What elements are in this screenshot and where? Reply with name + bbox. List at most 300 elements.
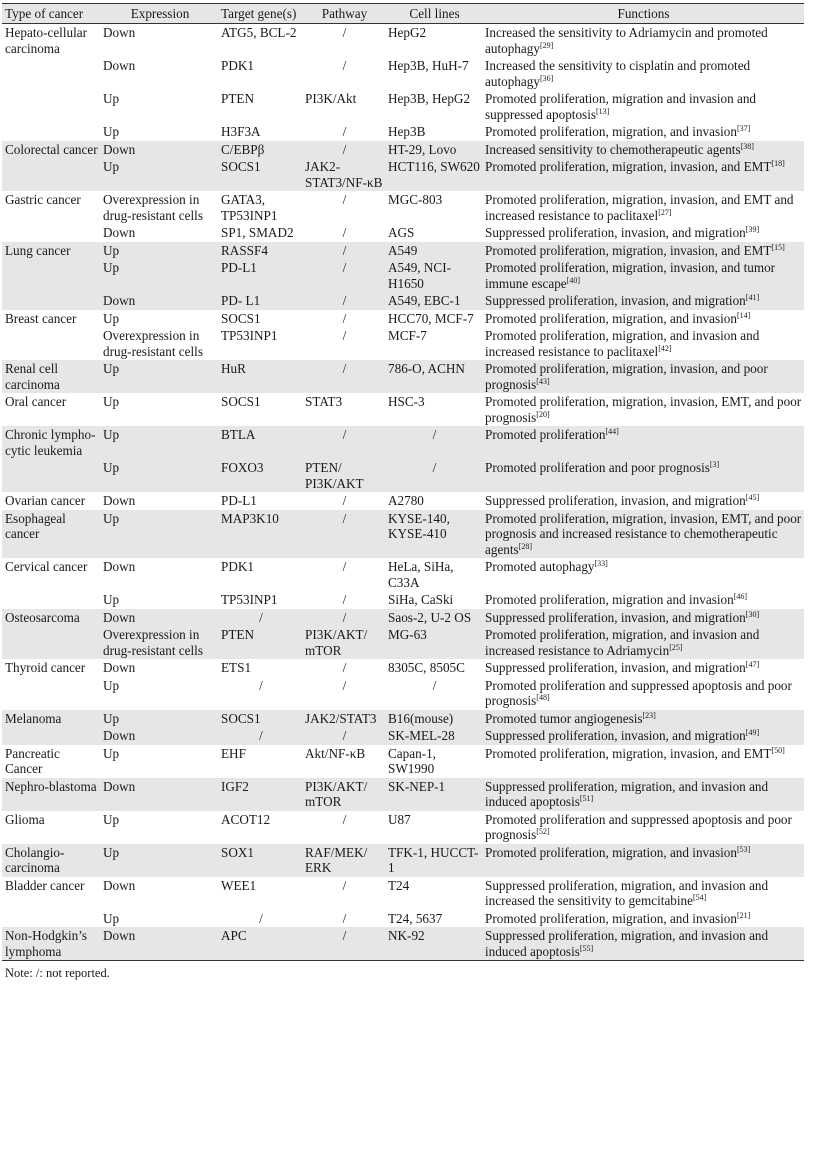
cell-target-gene: ATG5, BCL-2: [221, 25, 297, 40]
cell-cancer-type: Gastric cancer: [5, 192, 81, 207]
cell-function: [483, 677, 804, 710]
cell-cell-lines: U87: [388, 811, 411, 827]
cell-cancer-type: Chronic lympho-cytic leukemia: [5, 427, 96, 458]
function-text: Suppressed proliferation, migration, and invasion and increased the sensitivity to gemcitabine: [485, 877, 769, 908]
cell-function: [483, 393, 804, 426]
cell-target-gene: SOCS1: [221, 310, 261, 326]
cell-cancer-type: Osteosarcoma: [5, 609, 80, 625]
table-row: [2, 90, 804, 123]
cell-cell-lines: 8305C, 8505C: [388, 660, 465, 675]
header-row: [2, 4, 804, 24]
cell-cell-lines: HCT116, SW620: [388, 159, 480, 174]
cell-cell-lines: Hep3B: [388, 124, 426, 139]
cell-pathway: PI3K/AKT/ mTOR: [305, 627, 368, 658]
cell-function: [483, 626, 804, 659]
cell-function: [483, 910, 804, 928]
cell-expression: Up: [103, 91, 120, 106]
cell-expression: Down: [101, 927, 219, 961]
header-pathway: Pathway: [303, 4, 386, 24]
table-row: [2, 393, 804, 426]
cell-target-gene: BTLA: [221, 427, 256, 442]
reference-citation[interactable]: [47]: [745, 660, 760, 669]
reference-citation[interactable]: [46]: [733, 592, 748, 601]
cell-cell-lines: T24: [388, 877, 410, 893]
cell-pathway: /: [342, 124, 347, 139]
function-text: Promoted autophagy: [485, 559, 595, 574]
cell-pathway: /: [342, 192, 347, 207]
cell-cell-lines: Capan-1, SW1990: [388, 745, 436, 776]
cell-expression: Up: [103, 677, 120, 693]
function-text: Promoted proliferation: [485, 427, 606, 442]
function-text: Suppressed proliferation, invasion, and migration: [485, 609, 746, 625]
cell-target-gene: /: [259, 677, 263, 693]
function-text: Suppressed proliferation, invasion, and migration: [485, 728, 746, 743]
cell-expression: Down: [103, 141, 136, 157]
cell-cell-lines: MG-63: [388, 627, 427, 642]
table-row: [2, 426, 804, 459]
cell-cancer-type: Glioma: [5, 811, 45, 827]
cell-expression: Up: [103, 242, 120, 258]
table-row: [2, 727, 804, 745]
cell-target-gene: IGF2: [221, 778, 249, 794]
cell-cancer-type: Lung cancer: [5, 242, 71, 258]
reference-citation[interactable]: [42]: [658, 343, 672, 353]
reference-citation[interactable]: [53]: [736, 844, 751, 854]
cell-function: [483, 57, 804, 90]
cell-expression: Up: [103, 460, 120, 475]
table-row: [2, 591, 804, 609]
reference-citation[interactable]: [25]: [669, 642, 683, 652]
reference-citation[interactable]: [39]: [745, 225, 760, 234]
table-row: [2, 360, 804, 393]
cell-target-gene: MAP3K10: [221, 510, 279, 526]
cell-function: [483, 242, 804, 260]
function-text: Promoted proliferation, migration, invasion, and EMT: [485, 242, 772, 258]
cell-target-gene: SOCS1: [221, 159, 261, 174]
cell-pathway: /: [342, 609, 347, 625]
table-row: [2, 327, 804, 360]
cell-pathway: /: [342, 427, 347, 442]
cell-pathway: /: [342, 510, 347, 526]
cell-cancer-type: [2, 591, 101, 609]
reference-citation[interactable]: [27]: [658, 207, 672, 217]
cell-expression: Down: [103, 728, 136, 743]
reference-citation[interactable]: [51]: [579, 794, 594, 803]
reference-citation[interactable]: [3]: [709, 460, 720, 469]
cell-cancer-type: [2, 57, 101, 90]
cell-pathway: PI3K/AKT/ mTOR: [305, 778, 368, 809]
table-row: [2, 510, 804, 559]
reference-citation[interactable]: [43]: [536, 376, 550, 386]
reference-citation[interactable]: [45]: [745, 493, 760, 502]
cell-cell-lines: Hep3B, HuH-7: [388, 58, 469, 73]
function-text: Promoted proliferation and suppressed apoptosis and poor prognosis: [485, 811, 792, 842]
cell-function: [483, 591, 804, 609]
cell-cell-lines: AGS: [388, 225, 415, 240]
cell-target-gene: PTEN: [221, 627, 254, 642]
cell-cell-lines: TFK-1, HUCCT-1: [388, 844, 479, 875]
cell-pathway: /: [342, 559, 347, 574]
reference-citation[interactable]: [40]: [566, 275, 580, 285]
cell-cell-lines: KYSE-140, KYSE-410: [388, 510, 450, 541]
cell-function: [483, 710, 804, 728]
cell-function: [483, 510, 804, 559]
function-text: Promoted proliferation, migration and invasion: [485, 592, 734, 607]
function-text: Promoted proliferation, migration, invasion, EMT, and poor prognosis: [485, 394, 802, 425]
cell-pathway: STAT3: [305, 394, 343, 409]
cell-cell-lines: A2780: [388, 493, 424, 508]
cell-pathway: /: [342, 728, 347, 743]
function-text: Promoted proliferation, migration, and invasion: [485, 910, 737, 926]
cell-expression: Up: [103, 124, 120, 139]
function-text: Suppressed proliferation, invasion, and migration: [485, 225, 746, 240]
table-container: [2, 0, 804, 981]
cell-expression: Up: [103, 592, 120, 607]
function-text: Promoted proliferation, migration, and invasion: [485, 310, 737, 326]
table-row: [2, 927, 804, 961]
cell-expression: Down: [103, 58, 136, 73]
cell-cell-lines: HCC70, MCF-7: [388, 310, 474, 326]
cell-expression: Down: [103, 293, 136, 308]
cell-function: [483, 927, 804, 961]
reference-citation[interactable]: [49]: [745, 728, 760, 737]
cell-cell-lines: T24, 5637: [388, 910, 443, 926]
cell-cell-lines: Hep3B, HepG2: [388, 91, 471, 106]
cell-cancer-type: [2, 90, 101, 123]
cell-pathway: /: [342, 811, 347, 827]
header-target-genes: Target gene(s): [219, 4, 303, 24]
function-text: Suppressed proliferation, migration, and invasion and induced apoptosis: [485, 778, 769, 809]
cell-expression: Down: [103, 660, 136, 675]
reference-citation[interactable]: [29]: [539, 40, 554, 50]
cell-expression: Up: [103, 910, 120, 926]
cell-expression: Down: [103, 778, 136, 794]
cell-cancer-type: [2, 327, 101, 360]
reference-citation[interactable]: [20]: [536, 409, 550, 419]
cell-expression: Up: [103, 710, 120, 726]
cell-pathway: PTEN/ PI3K/AKT: [305, 460, 364, 491]
cell-pathway: /: [342, 677, 347, 693]
cell-cell-lines: SiHa, CaSki: [388, 592, 454, 607]
cell-cell-lines: Saos-2, U-2 OS: [388, 609, 472, 625]
cell-pathway: /: [342, 877, 347, 893]
table-row: [2, 492, 804, 510]
cell-cell-lines: SK-NEP-1: [388, 778, 446, 794]
cell-cell-lines: /: [432, 427, 437, 442]
header-functions: Functions: [483, 4, 804, 24]
cell-pathway: JAK2-STAT3/NF-κB: [305, 159, 383, 190]
function-text: Increased the sensitivity to cisplatin and promoted autophagy: [485, 58, 751, 89]
table-row: [2, 659, 804, 677]
cell-expression: Up: [103, 159, 120, 174]
cell-cell-lines: HepG2: [388, 25, 427, 40]
function-text: Promoted proliferation, migration, and invasion and increased resistance to Adriamycin: [485, 627, 760, 658]
reference-citation[interactable]: [54]: [693, 893, 707, 902]
cell-cell-lines: HeLa, SiHa, C33A: [388, 559, 454, 590]
cell-pathway: /: [342, 293, 347, 308]
reference-citation[interactable]: [30]: [745, 609, 760, 619]
cell-target-gene: PD- L1: [221, 293, 261, 308]
cell-target-gene: PTEN: [221, 91, 254, 106]
cell-cancer-type: [2, 626, 101, 659]
cell-expression: Up: [103, 844, 120, 860]
table-row: [2, 844, 804, 877]
cell-pathway: /: [342, 660, 347, 675]
cell-target-gene: PD-L1: [221, 493, 257, 508]
cell-pathway: /: [342, 328, 347, 343]
reference-citation[interactable]: [33]: [594, 559, 608, 568]
table-body: [2, 24, 804, 961]
cell-function: [483, 459, 804, 492]
table-row: [2, 877, 804, 910]
cell-pathway: JAK2/STAT3: [305, 710, 377, 726]
cell-target-gene: /: [259, 910, 263, 926]
cell-cell-lines: /: [432, 460, 437, 475]
cell-cancer-type: Bladder cancer: [5, 877, 85, 893]
function-text: Suppressed proliferation, invasion, and migration: [485, 660, 746, 675]
cell-cancer-type: [2, 459, 101, 492]
cell-target-gene: RASSF4: [221, 242, 268, 258]
table-row: [2, 910, 804, 928]
reference-citation[interactable]: [18]: [771, 159, 785, 168]
cell-target-gene: TP53INP1: [221, 592, 278, 607]
cell-expression: Down: [103, 25, 136, 40]
cell-cell-lines: A549: [388, 242, 418, 258]
reference-citation[interactable]: [48]: [536, 693, 550, 702]
cell-target-gene: /: [259, 609, 263, 625]
cell-pathway: RAF/MEK/ ERK: [305, 844, 368, 875]
cell-function: [483, 327, 804, 360]
cell-target-gene: SOCS1: [221, 710, 261, 726]
table-row: [2, 158, 804, 191]
cell-cancer-type: Renal cell carcinoma: [5, 361, 60, 392]
function-text: Promoted proliferation, migration, invasion, and EMT and increased resistance to paclitaxel: [485, 192, 794, 223]
cell-pathway: /: [342, 25, 347, 40]
cell-target-gene: FOXO3: [221, 460, 264, 475]
reference-citation[interactable]: [55]: [579, 943, 594, 953]
cell-function: [483, 745, 804, 778]
cell-cell-lines: A549, NCI-H1650: [388, 260, 452, 291]
function-text: Increased the sensitivity to Adriamycin and promoted autophagy: [485, 25, 768, 56]
reference-citation[interactable]: [14]: [736, 310, 751, 320]
cell-expression: Up: [103, 394, 120, 409]
header-expression: Expression: [101, 4, 219, 24]
table-row: [2, 459, 804, 492]
cell-function: [483, 609, 804, 627]
header-type-of-cancer: Type of cancer: [2, 4, 101, 24]
cell-target-gene: APC: [219, 927, 303, 961]
cell-pathway: /: [342, 493, 347, 508]
table-row: [2, 778, 804, 811]
cell-cancer-type: Cervical cancer: [5, 559, 88, 574]
cell-cancer-type: [2, 292, 101, 310]
cell-expression: Up: [103, 310, 120, 326]
cell-expression: Down: [103, 609, 136, 625]
cell-function: [483, 811, 804, 844]
cell-pathway: /: [342, 260, 347, 275]
table-note: Note: /: not reported.: [5, 966, 110, 980]
table-row: [2, 224, 804, 242]
cell-function: [483, 360, 804, 393]
cell-function: [483, 492, 804, 510]
cell-expression: Up: [103, 427, 120, 442]
cell-function: [483, 158, 804, 191]
table-row: [2, 811, 804, 844]
cell-pathway: PI3K/Akt: [305, 91, 357, 106]
cell-pathway: /: [342, 910, 347, 926]
function-text: Promoted proliferation, migration, invasion, and poor prognosis: [485, 361, 768, 392]
cell-pathway: /: [342, 58, 347, 73]
cell-expression: Up: [103, 811, 120, 827]
cell-target-gene: SOCS1: [221, 394, 261, 409]
cell-expression: Down: [103, 877, 136, 893]
cell-function: [483, 90, 804, 123]
cell-function: [483, 310, 804, 328]
cell-target-gene: H3F3A: [221, 124, 261, 139]
reference-citation[interactable]: [41]: [745, 293, 760, 302]
function-text: Promoted proliferation, migration, and invasion and increased resistance to paclitaxel: [485, 328, 760, 359]
cell-target-gene: PD-L1: [221, 260, 257, 275]
cell-cancer-type: Oral cancer: [5, 394, 67, 409]
table-row: [2, 710, 804, 728]
cell-cancer-type: Colorectal cancer: [5, 141, 98, 157]
table-row: [2, 626, 804, 659]
cell-target-gene: SOX1: [221, 844, 254, 860]
cell-target-gene: HuR: [221, 361, 246, 376]
cell-expression: Down: [103, 493, 136, 508]
function-text: Promoted proliferation, migration, invasion, EMT, and poor prognosis and increased resistance to chemotherapeutic agents: [485, 510, 802, 557]
cell-pathway: /: [342, 592, 347, 607]
cell-expression: Down: [103, 225, 136, 240]
cell-cancer-type: Non-Hodgkin’s lymphoma: [2, 927, 101, 961]
function-text: Promoted proliferation, migration, and invasion: [485, 844, 737, 860]
reference-citation[interactable]: [13]: [596, 106, 610, 116]
cell-cancer-type: Breast cancer: [5, 310, 77, 326]
cell-cell-lines: MGC-803: [388, 192, 443, 207]
table-row: [2, 259, 804, 292]
cell-cancer-type: [2, 259, 101, 292]
cell-cancer-type: [2, 727, 101, 745]
cell-cell-lines: B16(mouse): [388, 710, 454, 726]
cell-cell-lines: A549, EBC-1: [388, 293, 461, 308]
reference-citation[interactable]: [52]: [536, 827, 550, 836]
table-row: [2, 677, 804, 710]
cell-pathway: Akt/NF-κB: [305, 745, 366, 761]
cell-cell-lines: HT-29, Lovo: [388, 141, 457, 157]
cell-cancer-type: [2, 677, 101, 710]
cell-function: [483, 24, 804, 58]
table-row: [2, 310, 804, 328]
cell-target-gene: TP53INP1: [221, 328, 278, 343]
cell-target-gene: PDK1: [221, 58, 254, 73]
cell-cancer-type: Cholangio-carcinoma: [5, 844, 65, 875]
cell-cell-lines: HSC-3: [388, 394, 425, 409]
cell-cell-lines: /: [432, 677, 437, 693]
table-row: [2, 558, 804, 591]
cell-target-gene: ETS1: [221, 660, 252, 675]
cell-cell-lines: 786-O, ACHN: [388, 361, 465, 376]
cell-pathway: /: [342, 361, 347, 376]
cell-function: [483, 558, 804, 591]
cell-target-gene: SP1, SMAD2: [221, 225, 294, 240]
function-text: Promoted proliferation, migration, invasion, and tumor immune escape: [485, 260, 776, 291]
cell-cancer-type: Esophageal cancer: [5, 510, 66, 541]
cell-pathway: /: [342, 225, 347, 240]
cell-target-gene: ACOT12: [221, 811, 271, 827]
function-text: Promoted proliferation, migration, invasion, and EMT: [485, 159, 772, 174]
header-cell-lines: Cell lines: [386, 4, 483, 24]
reference-citation[interactable]: [21]: [736, 910, 751, 920]
cell-cell-lines: SK-MEL-28: [388, 728, 455, 743]
function-text: Promoted proliferation, migration, and invasion: [485, 124, 737, 139]
cell-function: [483, 141, 804, 159]
function-text: Promoted tumor angiogenesis: [485, 710, 643, 726]
cell-pathway: /: [342, 310, 347, 326]
cell-cancer-type: [2, 910, 101, 928]
reference-citation[interactable]: [28]: [518, 541, 533, 551]
cell-cancer-type: Melanoma: [5, 710, 62, 726]
cell-expression: Up: [103, 260, 120, 275]
cell-cell-lines: MCF-7: [388, 328, 427, 343]
function-text: Promoted proliferation and poor prognosis: [485, 460, 710, 475]
cell-function: [483, 191, 804, 224]
cell-cancer-type: Nephro-blastoma: [5, 778, 97, 794]
function-text: Suppressed proliferation, migration, and invasion and induced apoptosis: [485, 928, 769, 959]
table-row: [2, 292, 804, 310]
reference-citation[interactable]: [15]: [771, 242, 785, 252]
reference-citation[interactable]: [36]: [539, 73, 554, 83]
cell-function: [483, 877, 804, 910]
table-row: [2, 141, 804, 159]
table-row: [2, 123, 804, 141]
cell-target-gene: GATA3, TP53INP1: [221, 192, 278, 223]
cell-target-gene: PDK1: [221, 559, 254, 574]
cell-cancer-type: Thyroid cancer: [5, 660, 86, 675]
cell-pathway: /: [342, 242, 347, 258]
cell-expression: Overexpression in drug-resistant cells: [103, 328, 203, 359]
cell-function: [483, 426, 804, 459]
reference-citation[interactable]: [50]: [771, 745, 785, 755]
table-row: [2, 191, 804, 224]
function-text: Suppressed proliferation, invasion, and migration: [485, 293, 746, 308]
cell-expression: Up: [103, 361, 120, 376]
cell-cancer-type: [2, 123, 101, 141]
reference-citation[interactable]: [38]: [740, 141, 754, 151]
function-text: Suppressed proliferation, invasion, and migration: [485, 493, 746, 508]
cell-expression: Up: [103, 745, 120, 761]
cell-function: [483, 778, 804, 811]
reference-citation[interactable]: [23]: [642, 710, 656, 720]
function-text: Promoted proliferation, migration and invasion and suppressed apoptosis: [485, 91, 757, 122]
table-row: [2, 242, 804, 260]
cell-function: [483, 259, 804, 292]
reference-citation[interactable]: [44]: [605, 427, 619, 436]
cell-expression: Down: [103, 559, 136, 574]
cell-cell-lines: NK-92: [386, 927, 483, 961]
cell-expression: Overexpression in drug-resistant cells: [103, 192, 203, 223]
cell-expression: Up: [103, 510, 120, 526]
cell-cancer-type: Pancreatic Cancer: [5, 745, 60, 776]
cell-function: [483, 224, 804, 242]
cell-expression: Overexpression in drug-resistant cells: [103, 627, 203, 658]
cell-cancer-type: [2, 224, 101, 242]
cell-function: [483, 292, 804, 310]
cell-target-gene: WEE1: [221, 877, 257, 893]
cell-target-gene: /: [259, 728, 263, 743]
table-row: [2, 24, 804, 58]
cell-cancer-type: Ovarian cancer: [5, 493, 86, 508]
reference-citation[interactable]: [37]: [736, 124, 751, 133]
